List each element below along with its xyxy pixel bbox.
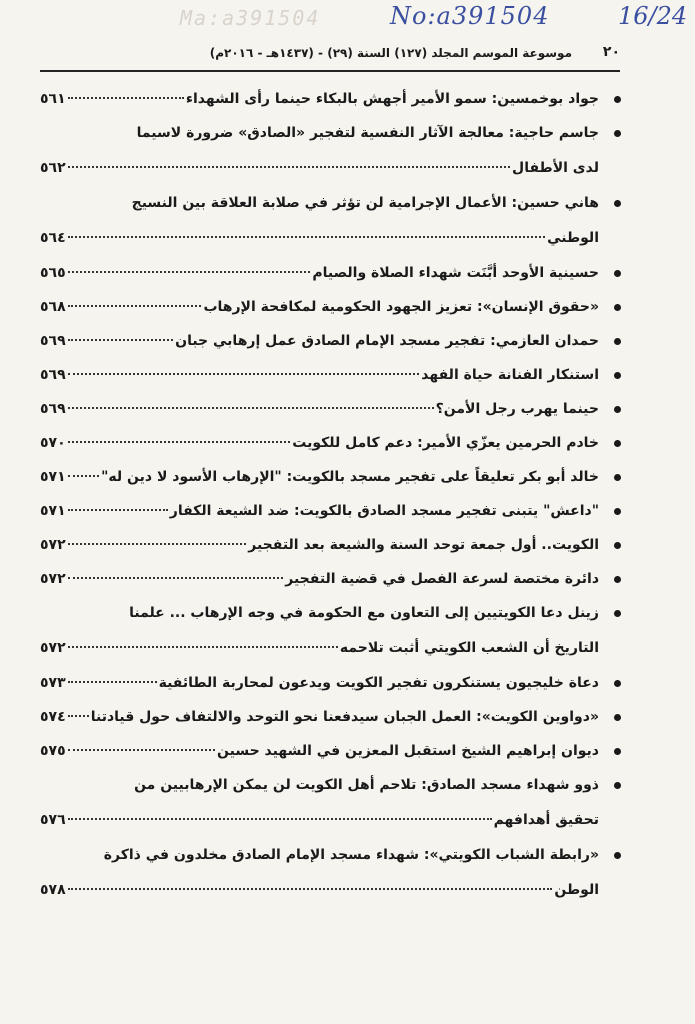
- toc-entry-line: [40, 330, 599, 353]
- table-of-contents: [40, 88, 625, 914]
- toc-entry-title: جواد بوخمسين: سمو الأمير أجهش بالبكاء حينما رأى الشهداء: [185, 91, 599, 107]
- toc-entry: [40, 534, 625, 557]
- toc-entry: [40, 844, 625, 902]
- toc-entry-title: حينما يهرب رجل الأمن؟: [435, 401, 599, 417]
- toc-entry-line: [40, 88, 599, 111]
- toc-entry-title: لدى الأطفال: [512, 160, 599, 176]
- toc-entry-title: الوطن: [554, 882, 599, 898]
- toc-entry-page: ٥٧١: [40, 503, 66, 519]
- toc-entry-line: [40, 844, 599, 867]
- toc-entry: [40, 774, 625, 832]
- toc-entry-title: زينل دعا الكويتيين إلى التعاون مع الحكومة في وجه الإرهاب ... علمنا: [129, 605, 599, 621]
- toc-entry-title: حمدان العازمي: تفجير مسجد الإمام الصادق عمل إرهابي جبان: [175, 333, 599, 349]
- toc-entry-line: [40, 672, 599, 695]
- toc-entry-title: الوطني: [547, 230, 599, 246]
- toc-entry: [40, 706, 625, 729]
- bullet-icon: [614, 782, 621, 789]
- toc-entry: [40, 296, 625, 319]
- toc-entry-line: [40, 157, 599, 180]
- toc-entry-line: [40, 602, 599, 625]
- toc-entry: [40, 500, 625, 523]
- handwritten-code: No:a391504: [390, 2, 550, 30]
- bullet-icon: [614, 200, 621, 207]
- bullet-icon: [614, 406, 621, 413]
- bullet-icon: [614, 748, 621, 755]
- toc-entry-page: ٥٧٥: [40, 743, 66, 759]
- bullet-icon: [614, 130, 621, 137]
- toc-entry-page: ٥٦٨: [40, 299, 66, 315]
- bullet-icon: [614, 508, 621, 515]
- dot-leader: [68, 646, 338, 648]
- toc-entry-title: الكويت.. أول جمعة توحد السنة والشيعة بعد التفجير: [248, 537, 599, 553]
- toc-entry-title: ديوان إبراهيم الشيخ استقبل المعزين في الشهيد حسين: [217, 743, 599, 759]
- dot-leader: [68, 407, 434, 409]
- page-number: ٢٠: [602, 44, 620, 60]
- toc-entry-title: جاسم حاجية: معالجة الآثار النفسية لتفجير «الصادق» ضرورة لاسيما: [136, 125, 599, 141]
- bullet-icon: [614, 304, 621, 311]
- toc-entry-title: خادم الحرمين يعزّي الأمير: دعم كامل للكويت: [292, 435, 599, 451]
- toc-entry-page: ٥٧٢: [40, 640, 66, 656]
- toc-entry: [40, 432, 625, 455]
- toc-entry-title: «رابطة الشباب الكويتي»: شهداء مسجد الإمام الصادق مخلدون في ذاكرة: [103, 847, 599, 863]
- bullet-icon: [614, 96, 621, 103]
- toc-entry: [40, 466, 625, 489]
- bullet-icon: [614, 714, 621, 721]
- bullet-icon: [614, 576, 621, 583]
- toc-entry-line: [40, 122, 599, 145]
- toc-entry-page: ٥٦٥: [40, 265, 66, 281]
- toc-entry-title: «حقوق الإنسان»: تعزيز الجهود الحكومية لمكافحة الإرهاب: [203, 299, 599, 315]
- dot-leader: [68, 236, 545, 238]
- toc-entry: [40, 122, 625, 180]
- toc-entry-page: ٥٦٩: [40, 401, 66, 417]
- dot-leader: [68, 715, 89, 717]
- dot-leader: [68, 749, 215, 751]
- toc-entry-page: ٥٦٩: [40, 333, 66, 349]
- bullet-icon: [614, 610, 621, 617]
- toc-entry-line: [40, 192, 599, 215]
- dot-leader: [68, 271, 311, 273]
- bullet-icon: [614, 542, 621, 549]
- toc-entry-page: ٥٧١: [40, 469, 66, 485]
- toc-entry-page: ٥٦٢: [40, 160, 66, 176]
- toc-entry: [40, 262, 625, 285]
- dot-leader: [68, 97, 184, 99]
- toc-entry-line: [40, 262, 599, 285]
- bullet-icon: [614, 852, 621, 859]
- toc-entry-title: استنكار الفنانة حياة الفهد: [421, 367, 599, 383]
- toc-entry-title: التاريخ أن الشعب الكويتي أثبت تلاحمه: [339, 640, 599, 656]
- bullet-icon: [614, 440, 621, 447]
- toc-entry-line: [40, 534, 599, 557]
- toc-entry-line: [40, 740, 599, 763]
- bullet-icon: [614, 270, 621, 277]
- toc-entry-page: ٥٧٢: [40, 571, 66, 587]
- dot-leader: [68, 339, 173, 341]
- running-title: موسوعة الموسم المجلد (١٢٧) السنة (٢٩) - (١٤٣٧هـ - ٢٠١٦م): [209, 46, 572, 60]
- toc-entry-title: هاني حسين: الأعمال الإجرامية لن تؤثر في صلابة العلاقة بين النسيج: [131, 195, 599, 211]
- dot-leader: [68, 305, 202, 307]
- toc-entry: [40, 740, 625, 763]
- faint-stamp: Ma:a391504: [180, 6, 321, 30]
- dot-leader: [68, 373, 420, 375]
- dot-leader: [68, 818, 492, 820]
- toc-entry-title: ذوو شهداء مسجد الصادق: تلاحم أهل الكويت لن يمكن الإرهابيين من: [134, 777, 599, 793]
- toc-entry-title: خالد أبو بكر تعليقاً على تفجير مسجد بالكويت: "الإرهاب الأسود لا دين له": [101, 469, 599, 485]
- toc-entry-page: ٥٧٤: [40, 709, 66, 725]
- toc-entry-line: [40, 879, 599, 902]
- dot-leader: [68, 475, 100, 477]
- toc-entry: [40, 192, 625, 250]
- bullet-icon: [614, 338, 621, 345]
- dot-leader: [68, 509, 168, 511]
- toc-entry-title: حسينية الأوحد أبَّنَت شهداء الصلاة والصيام: [312, 265, 599, 281]
- toc-entry: [40, 672, 625, 695]
- toc-entry-title: تحقيق أهدافهم: [493, 812, 599, 828]
- toc-entry-line: [40, 398, 599, 421]
- toc-entry-title: "داعش" يتبنى تفجير مسجد الصادق بالكويت: ضد الشيعة الكفار: [169, 503, 599, 519]
- toc-entry-page: ٥٦٩: [40, 367, 66, 383]
- toc-entry: [40, 364, 625, 387]
- toc-entry-page: ٥٦١: [40, 91, 66, 107]
- toc-entry: [40, 330, 625, 353]
- toc-entry-line: [40, 568, 599, 591]
- toc-entry: [40, 568, 625, 591]
- toc-entry: [40, 602, 625, 660]
- toc-entry: [40, 398, 625, 421]
- toc-entry-line: [40, 466, 599, 489]
- toc-entry-page: ٥٧٠: [40, 435, 66, 451]
- handwritten-annotations: [0, 2, 695, 42]
- toc-entry-line: [40, 432, 599, 455]
- running-header: [40, 42, 620, 72]
- toc-entry-line: [40, 809, 599, 832]
- toc-entry-line: [40, 637, 599, 660]
- dot-leader: [68, 681, 157, 683]
- bullet-icon: [614, 680, 621, 687]
- toc-entry-page: ٥٦٤: [40, 230, 66, 246]
- toc-entry-page: ٥٧٦: [40, 812, 66, 828]
- toc-entry-line: [40, 706, 599, 729]
- bullet-icon: [614, 474, 621, 481]
- toc-entry-title: دعاة خليجيون يستنكرون تفجير الكويت ويدعون لمحاربة الطائفية: [158, 675, 599, 691]
- toc-entry-page: ٥٧٢: [40, 537, 66, 553]
- toc-entry-title: «دواوين الكويت»: العمل الجبان سيدفعنا نحو التوحد والالتفاف حول قيادتنا: [90, 709, 599, 725]
- toc-entry-line: [40, 500, 599, 523]
- bullet-icon: [614, 372, 621, 379]
- dot-leader: [68, 577, 284, 579]
- dot-leader: [68, 441, 291, 443]
- toc-entry-line: [40, 364, 599, 387]
- dot-leader: [68, 543, 247, 545]
- toc-entry-line: [40, 296, 599, 319]
- toc-entry-line: [40, 227, 599, 250]
- dot-leader: [68, 888, 553, 890]
- dot-leader: [68, 166, 510, 168]
- handwritten-number: 16/24: [618, 2, 688, 30]
- toc-entry-title: دائرة مختصة لسرعة الفصل في قضية التفجير: [285, 571, 599, 587]
- toc-entry-line: [40, 774, 599, 797]
- toc-entry-page: ٥٧٣: [40, 675, 66, 691]
- toc-entry-page: ٥٧٨: [40, 882, 66, 898]
- toc-entry: [40, 88, 625, 111]
